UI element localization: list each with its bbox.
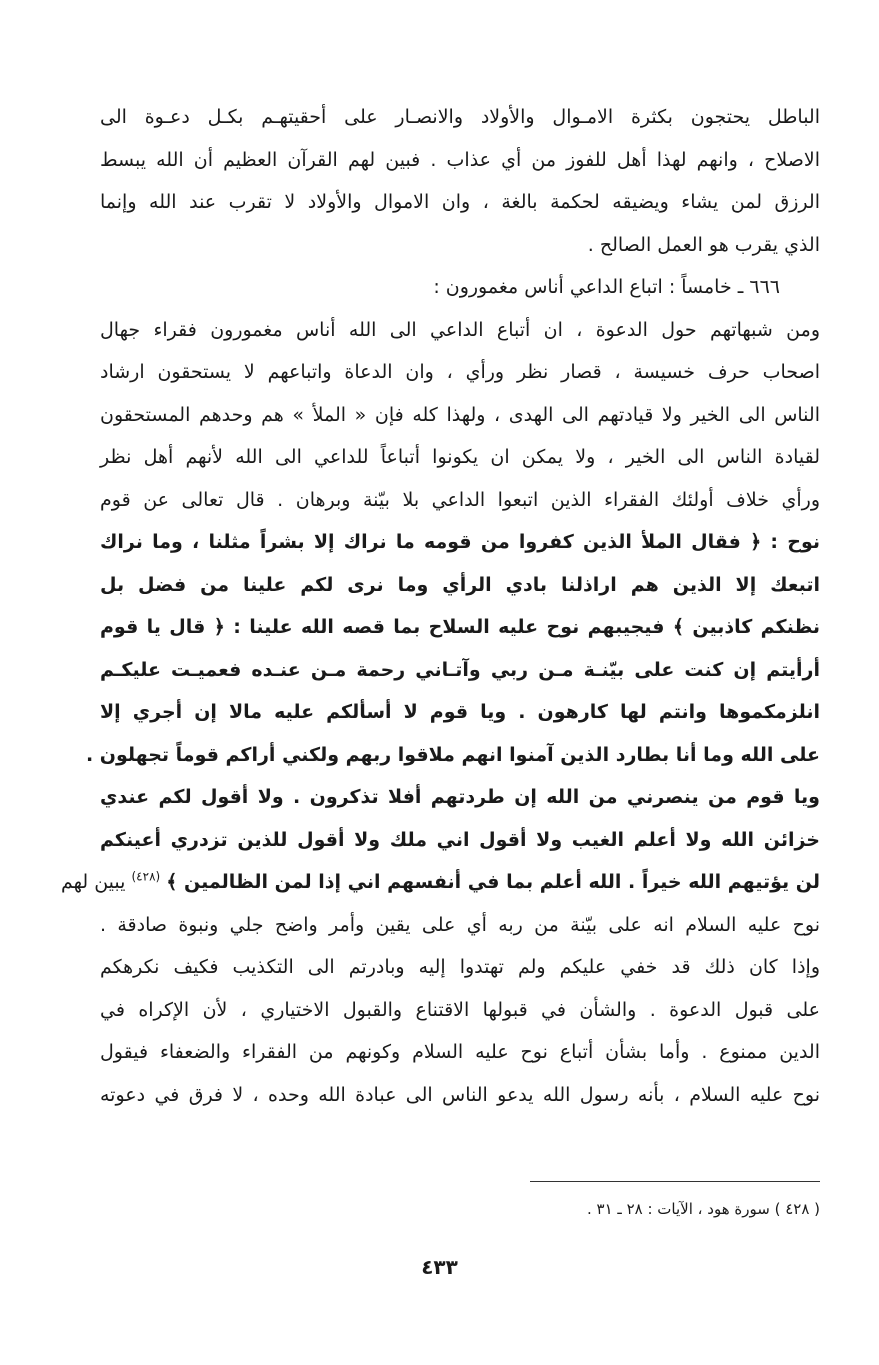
body-text [60, 96, 820, 1116]
quran-line: ويا قوم من ينصرني من الله إن طردتهم أفلا تذكرون . ولا أقول لكم عندي [100, 786, 820, 808]
text-line: اصحاب حرف خسيسة ، قصار نظر ورأي ، وان الدعاة واتباعهم لا يستحقون ارشاد [100, 361, 820, 383]
text-line: لقيادة الناس الى الخير ، ولا يمكن ان يكونوا أتباعاً للداعي الى الله لأنهم أهل نظر [100, 446, 820, 468]
text-line: ورأي خلاف أولئك الفقراء الذين اتبعوا الداعي بلا بيّنة وبرهان . قال تعالى عن قوم [100, 488, 820, 511]
quran-line: اتبعك إلا الذين هم اراذلنا بادي الرأي وما نرى لكم علينا من فضل بل [100, 573, 820, 596]
text-tail: يبين لهم [60, 871, 126, 893]
quran-line-with-ref [60, 861, 820, 904]
footnote-ref: (٤٢٨) [131, 869, 161, 884]
page-number: ٤٣٣ [421, 1255, 458, 1279]
quran-line: نوح : ﴿ فقال الملأ الذين كفروا من قومه ما نراك إلا بشراً مثلنا ، وما نراك [100, 531, 820, 553]
quran-line: أرأيتم إن كنت على بيّنـة مـن ربي وآتـاني رحمة مـن عنـده فعميـت عليكـم [100, 658, 820, 681]
text-line: الناس الى الخير ولا قيادتهم الى الهدى ، ولهذا كله فإن « الملأ » هم وحدهم المستحقون [100, 403, 820, 426]
text-line: وإذا كان ذلك قد خفي عليكم ولم تهتدوا إليه وبادرتم الى التكذيب فكيف نكرهكم [100, 956, 820, 978]
text-line: الدين ممنوع . وأما بشأن أتباع نوح عليه السلام وكونهم من الفقراء والضعفاء فيقول [100, 1041, 820, 1063]
quran-text: لن يؤتيهم الله خيراً . الله أعلم بما في أنفسهم اني إذا لمن الظالمين ﴾ [166, 871, 820, 893]
text-line: على قبول الدعوة . والشأن في قبولها الاقتناع والقبول الاختياري ، لأن الإكراه في [100, 998, 820, 1021]
section-heading: ٦٦٦ ـ خامساً : اتباع الداعي أناس مغمورون : [433, 276, 780, 298]
quran-line: على الله وما أنا بطارد الذين آمنوا انهم ملاقوا ربهم ولكني أراكم قوماً تجهلون . [85, 743, 820, 766]
footnote-separator [530, 1181, 820, 1182]
text-line: ومن شبهاتهم حول الدعوة ، ان أتباع الداعي الى الله أناس مغمورون فقراء جهال [100, 318, 820, 341]
footnote: ( ٤٢٨ ) سورة هود ، الآيات : ٢٨ ـ ٣١ . [586, 1200, 820, 1218]
text-line: الباطل يحتجون بكثرة الامـوال والأولاد والانصـار على أحقيتهـم بكـل دعـوة الى [100, 106, 820, 128]
quran-line: انلزمكموها وانتم لها كارهون . ويا قوم لا أسألكم عليه مالا إن أجري إلا [100, 701, 820, 723]
quran-line: خزائن الله ولا أعلم الغيب ولا أقول اني ملك ولا أقول للذين تزدري أعينكم [100, 828, 820, 851]
text-line: نوح عليه السلام انه على بيّنة من ربه أي على يقين وأمر واضح جلي ونبوة صادقة . [100, 913, 820, 936]
text-line: الرزق لمن يشاء ويضيقه لحكمة بالغة ، وان الاموال والأولاد لا تقرب عند الله وإنما [100, 191, 820, 213]
text-line: الاصلاح ، وانهم لهذا أهل للفوز من أي عذاب . فبين لهم القرآن العظيم أن الله يبسط [100, 148, 820, 171]
text-line: الذي يقرب هو العمل الصالح . [587, 233, 820, 256]
text-line: نوح عليه السلام ، بأنه رسول الله يدعو الناس الى عبادة الله وحده ، لا فرق في دعوته [100, 1083, 820, 1106]
quran-line: نظنكم كاذبين ﴾ فيجيبهم نوح عليه السلاح بما قصه الله علينا : ﴿ قال يا قوم [100, 616, 820, 638]
